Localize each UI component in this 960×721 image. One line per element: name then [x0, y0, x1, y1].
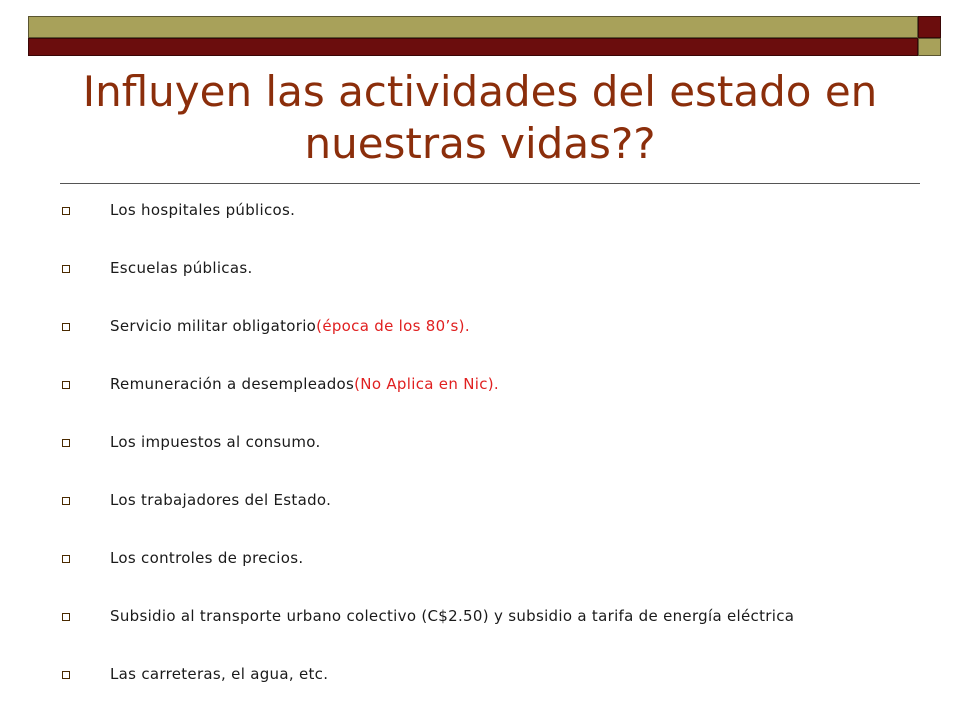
list-item — [62, 547, 794, 605]
header-square-olive — [918, 38, 941, 56]
title-divider — [60, 183, 920, 184]
item-text: Los controles de precios. — [110, 549, 304, 567]
square-bullet-icon — [62, 381, 70, 389]
list-item — [62, 373, 794, 431]
list-item — [62, 315, 794, 373]
header-bar-maroon — [28, 38, 918, 56]
item-text: Las carreteras, el agua, etc. — [110, 665, 329, 683]
list-item — [62, 663, 794, 721]
header-square-maroon — [918, 16, 941, 38]
square-bullet-icon — [62, 613, 70, 621]
square-bullet-icon — [62, 323, 70, 331]
list-item — [62, 431, 794, 489]
list-item — [62, 257, 794, 315]
item-note: (época de los 80’s). — [316, 317, 470, 335]
slide-title: Influyen las actividades del estado en nuestras vidas?? — [82, 67, 878, 168]
item-text: Subsidio al transporte urbano colectivo (C$2.50) y subsidio a tarifa de energía eléctrica — [110, 607, 795, 625]
list-item — [62, 199, 794, 257]
item-text: Remuneración a desempleados — [110, 375, 355, 393]
item-text: Los hospitales públicos. — [110, 201, 296, 219]
square-bullet-icon — [62, 439, 70, 447]
header-bar-olive — [28, 16, 918, 38]
bullet-list — [62, 199, 794, 721]
square-bullet-icon — [62, 497, 70, 505]
square-bullet-icon — [62, 265, 70, 273]
item-note: (No Aplica en Nic). — [354, 375, 499, 393]
square-bullet-icon — [62, 555, 70, 563]
list-item — [62, 605, 794, 663]
list-item — [62, 489, 794, 547]
square-bullet-icon — [62, 207, 70, 215]
item-text: Escuelas públicas. — [110, 259, 253, 277]
item-text: Los trabajadores del Estado. — [110, 491, 332, 509]
item-text: Los impuestos al consumo. — [110, 433, 321, 451]
square-bullet-icon — [62, 671, 70, 679]
item-text: Servicio militar obligatorio — [110, 317, 317, 335]
